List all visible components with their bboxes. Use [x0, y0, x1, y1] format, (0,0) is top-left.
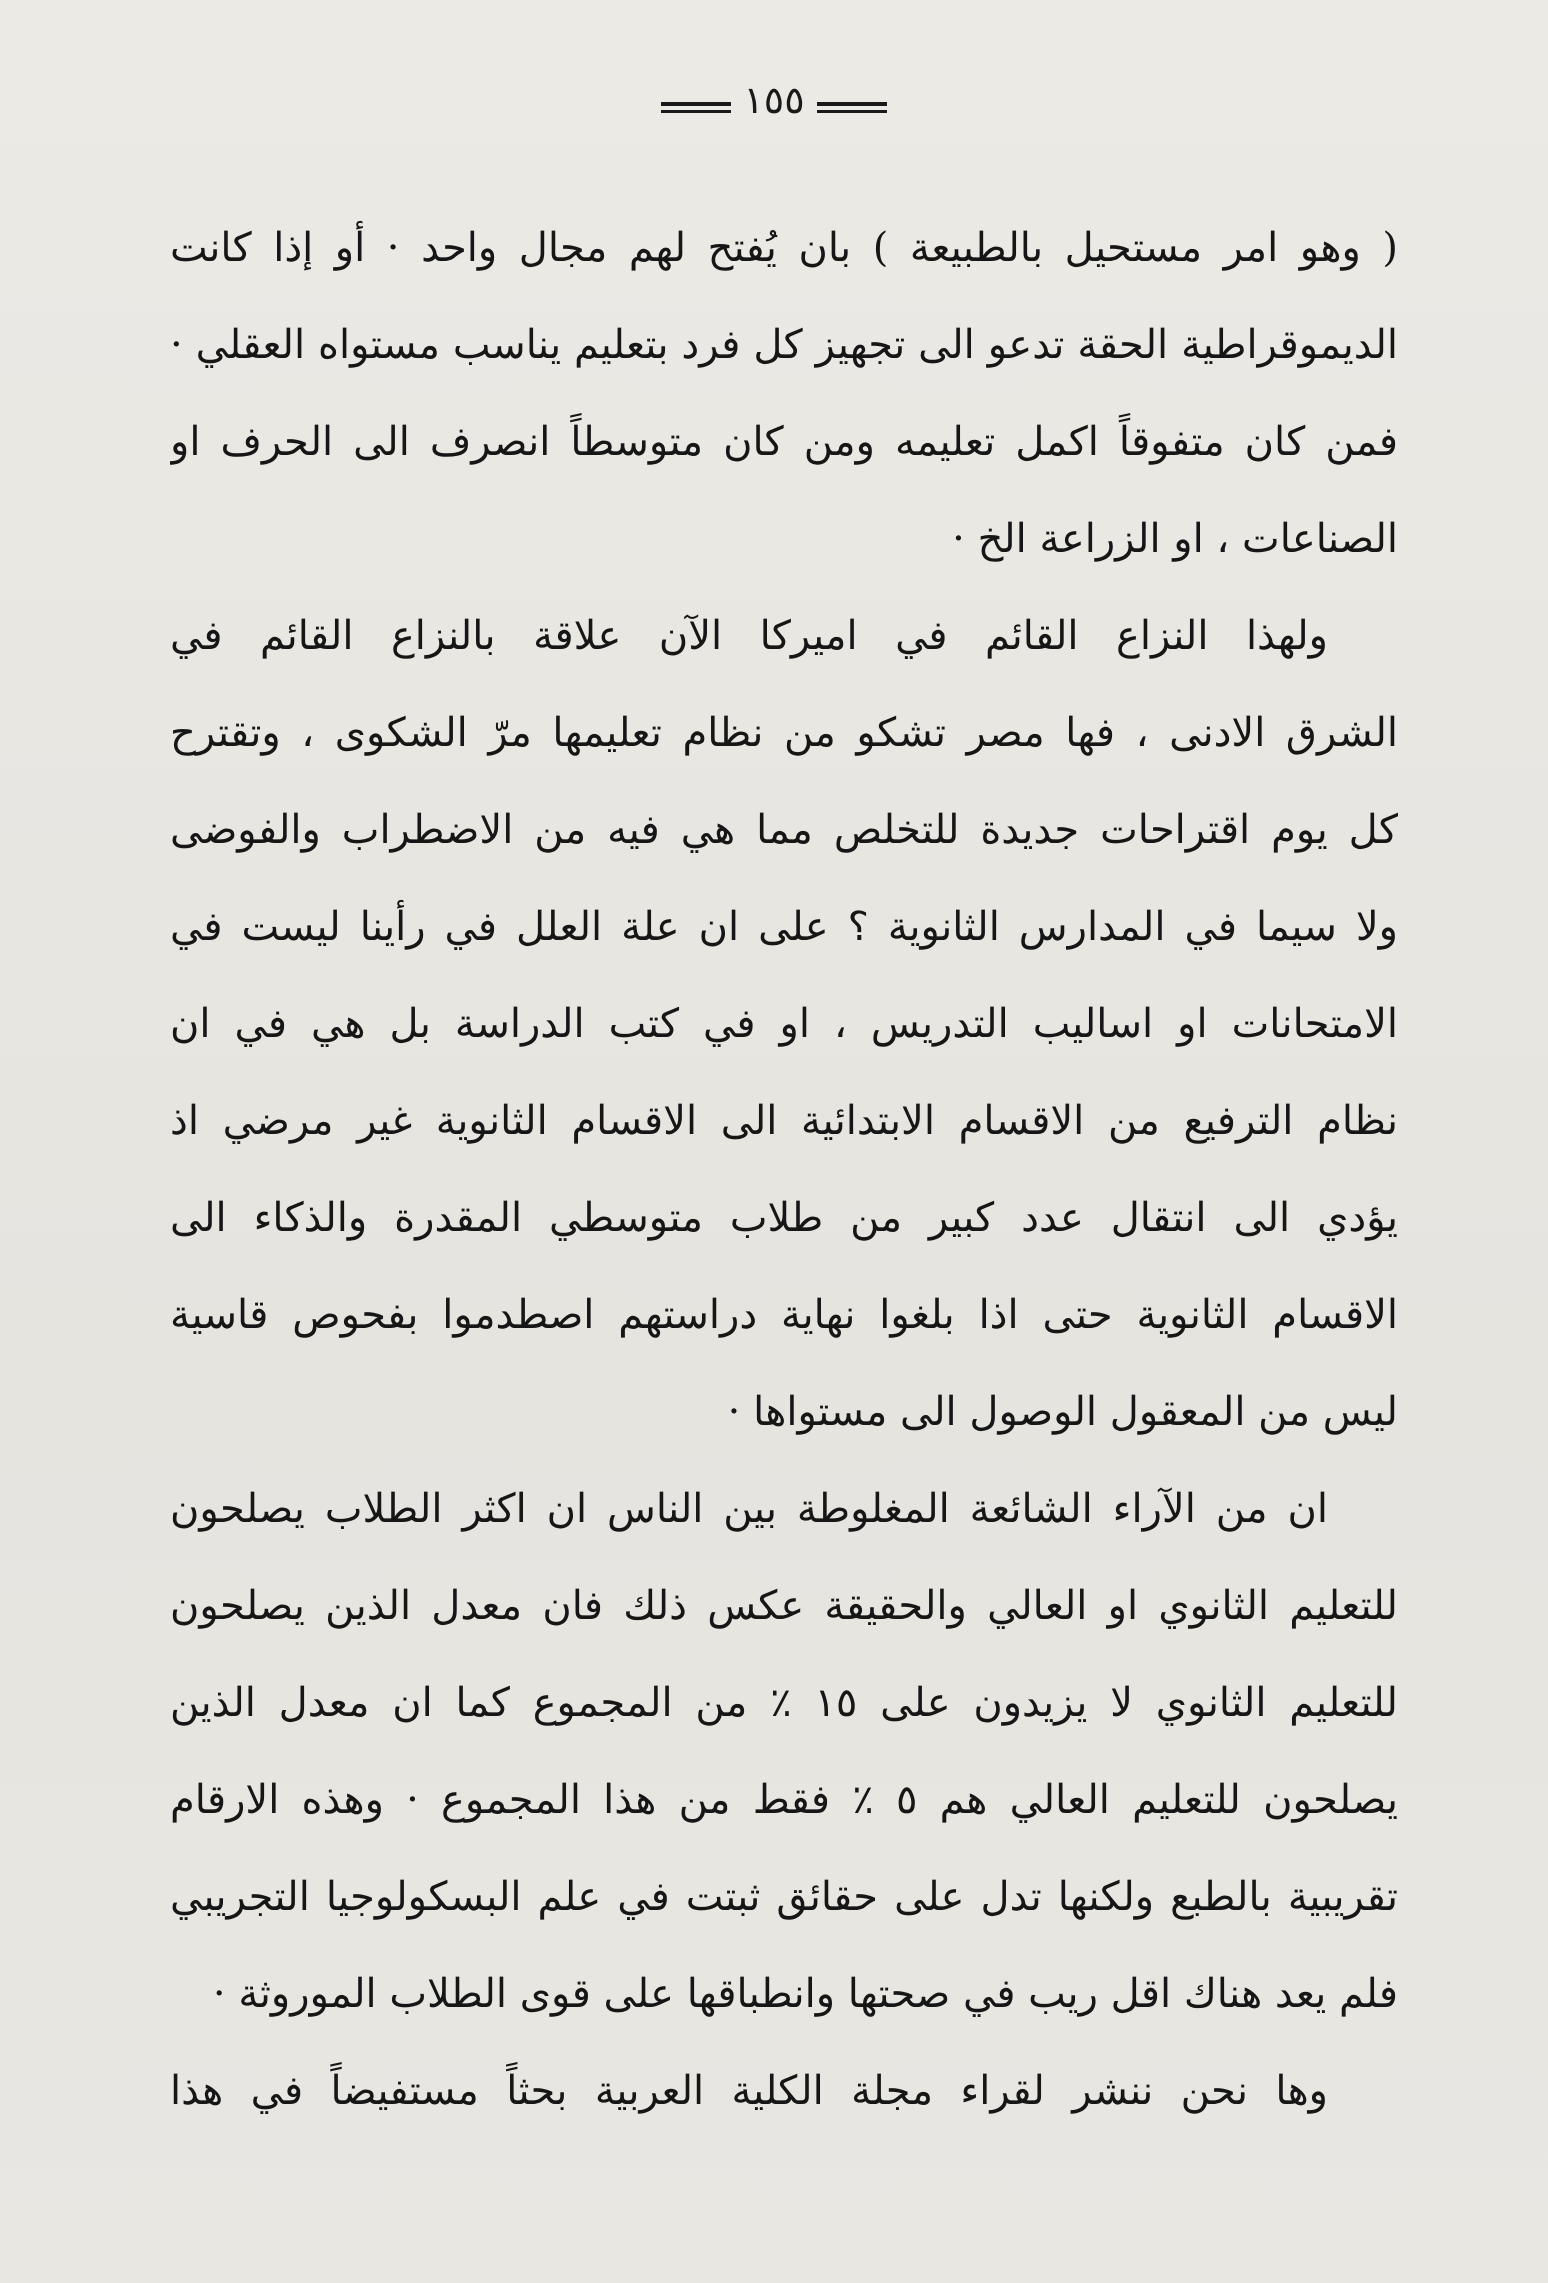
text-line: فلم يعد هناك اقل ريب في صحتها وانطباقها على قوى الطلاب الموروثة ·: [212, 1971, 1398, 2017]
text-line: ان من الآراء الشائعة المغلوطة بين الناس ان اكثر الطلاب يصلحون: [170, 1486, 1328, 1532]
page-header: [0, 78, 1548, 122]
text-line: الامتحانات او اساليب التدريس ، او في كتب الدراسة بل هي في ان: [170, 1001, 1398, 1047]
page-number: ١٥٥: [743, 78, 805, 122]
text-line: ولهذا النزاع القائم في اميركا الآن علاقة بالنزاع القائم في: [170, 613, 1328, 659]
text-line: ( وهو امر مستحيل بالطبيعة ) بان يُفتح لهم مجال واحد · أو إذا كانت: [170, 225, 1398, 271]
text-line: كل يوم اقتراحات جديدة للتخلص مما هي فيه من الاضطراب والفوضى: [170, 807, 1398, 853]
body-text: [170, 200, 1398, 2140]
text-line: للتعليم الثانوي لا يزيدون على ١٥ ٪ من المجموع كما ان معدل الذين: [170, 1680, 1398, 1726]
header-dash-left: [661, 102, 731, 106]
text-line: الشرق الادنى ، فها مصر تشكو من نظام تعليمها مرّ الشكوى ، وتقترح: [170, 710, 1398, 756]
text-line: نظام الترفيع من الاقسام الابتدائية الى الاقسام الثانوية غير مرضي اذ: [170, 1098, 1398, 1144]
text-line: ليس من المعقول الوصول الى مستواها ·: [727, 1389, 1398, 1435]
text-line: وها نحن ننشر لقراء مجلة الكلية العربية بحثاً مستفيضاً في هذا: [170, 2068, 1328, 2114]
text-line: فمن كان متفوقاً اكمل تعليمه ومن كان متوسطاً انصرف الى الحرف او: [170, 419, 1398, 465]
text-line: تقريبية بالطبع ولكنها تدل على حقائق ثبتت في علم البسكولوجيا التجريبي: [170, 1874, 1398, 1920]
text-line: الاقسام الثانوية حتى اذا بلغوا نهاية دراستهم اصطدموا بفحوص قاسية: [170, 1292, 1398, 1338]
text-line: ولا سيما في المدارس الثانوية ؟ على ان علة العلل في رأينا ليست في: [170, 904, 1398, 950]
text-line: يؤدي الى انتقال عدد كبير من طلاب متوسطي المقدرة والذكاء الى: [170, 1195, 1398, 1241]
header-dash-right: [817, 102, 887, 106]
text-line: الديموقراطية الحقة تدعو الى تجهيز كل فرد بتعليم يناسب مستواه العقلي ·: [170, 322, 1398, 368]
text-line: للتعليم الثانوي او العالي والحقيقة عكس ذلك فان معدل الذين يصلحون: [170, 1583, 1398, 1629]
text-line: الصناعات ، او الزراعة الخ ·: [952, 516, 1398, 562]
text-line: يصلحون للتعليم العالي هم ٥ ٪ فقط من هذا المجموع · وهذه الارقام: [170, 1777, 1398, 1823]
